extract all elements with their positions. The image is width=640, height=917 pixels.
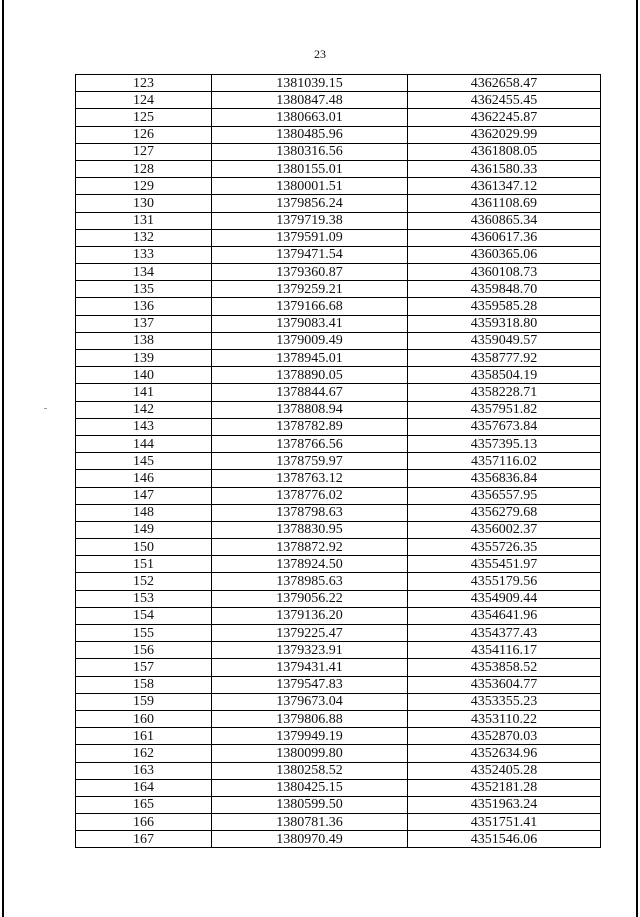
table-row xyxy=(76,831,601,848)
y-coordinate-cell: 4361808.05 xyxy=(408,143,601,160)
x-coordinate-cell: 1380258.52 xyxy=(212,762,408,779)
point-number-cell: 165 xyxy=(76,796,212,813)
table-row xyxy=(76,229,601,246)
x-coordinate-cell: 1380781.36 xyxy=(212,814,408,831)
table-row xyxy=(76,384,601,401)
y-coordinate-cell: 4354116.17 xyxy=(408,642,601,659)
table-row xyxy=(76,745,601,762)
x-coordinate-cell: 1380485.96 xyxy=(212,126,408,143)
table-row xyxy=(76,246,601,263)
y-coordinate-cell: 4361347.12 xyxy=(408,178,601,195)
table-row xyxy=(76,814,601,831)
point-number-cell: 166 xyxy=(76,814,212,831)
table-row xyxy=(76,264,601,281)
table-row xyxy=(76,693,601,710)
table-row xyxy=(76,143,601,160)
table-row xyxy=(76,126,601,143)
table-row xyxy=(76,539,601,556)
point-number-cell: 156 xyxy=(76,642,212,659)
x-coordinate-cell: 1379360.87 xyxy=(212,264,408,281)
table-row xyxy=(76,367,601,384)
y-coordinate-cell: 4357395.13 xyxy=(408,435,601,452)
point-number-cell: 142 xyxy=(76,401,212,418)
x-coordinate-cell: 1380847.48 xyxy=(212,92,408,109)
point-number-cell: 163 xyxy=(76,762,212,779)
point-number-cell: 161 xyxy=(76,728,212,745)
x-coordinate-cell: 1379083.41 xyxy=(212,315,408,332)
point-number-cell: 157 xyxy=(76,659,212,676)
x-coordinate-cell: 1380099.80 xyxy=(212,745,408,762)
y-coordinate-cell: 4356557.95 xyxy=(408,487,601,504)
x-coordinate-cell: 1379591.09 xyxy=(212,229,408,246)
point-number-cell: 148 xyxy=(76,504,212,521)
table-row xyxy=(76,401,601,418)
y-coordinate-cell: 4352181.28 xyxy=(408,779,601,796)
y-coordinate-cell: 4351751.41 xyxy=(408,814,601,831)
x-coordinate-cell: 1380001.51 xyxy=(212,178,408,195)
point-number-cell: 145 xyxy=(76,453,212,470)
y-coordinate-cell: 4357673.84 xyxy=(408,418,601,435)
x-coordinate-cell: 1378890.05 xyxy=(212,367,408,384)
point-number-cell: 125 xyxy=(76,109,212,126)
page-number: 23 xyxy=(314,47,326,61)
y-coordinate-cell: 4353110.22 xyxy=(408,710,601,727)
point-number-cell: 136 xyxy=(76,298,212,315)
table-row xyxy=(76,487,601,504)
table-row xyxy=(76,350,601,367)
x-coordinate-cell: 1379166.68 xyxy=(212,298,408,315)
point-number-cell: 141 xyxy=(76,384,212,401)
table-row xyxy=(76,160,601,177)
x-coordinate-cell: 1380663.01 xyxy=(212,109,408,126)
x-coordinate-cell: 1379056.22 xyxy=(212,590,408,607)
table-row xyxy=(76,75,601,92)
y-coordinate-cell: 4358777.92 xyxy=(408,350,601,367)
y-coordinate-cell: 4360108.73 xyxy=(408,264,601,281)
x-coordinate-cell: 1379949.19 xyxy=(212,728,408,745)
y-coordinate-cell: 4351546.06 xyxy=(408,831,601,848)
point-number-cell: 133 xyxy=(76,246,212,263)
point-number-cell: 137 xyxy=(76,315,212,332)
point-number-cell: 149 xyxy=(76,521,212,538)
point-number-cell: 127 xyxy=(76,143,212,160)
point-number-cell: 123 xyxy=(76,75,212,92)
x-coordinate-cell: 1379136.20 xyxy=(212,607,408,624)
x-coordinate-cell: 1379009.49 xyxy=(212,332,408,349)
point-number-cell: 128 xyxy=(76,160,212,177)
y-coordinate-cell: 4352870.03 xyxy=(408,728,601,745)
table-row xyxy=(76,728,601,745)
point-number-cell: 150 xyxy=(76,539,212,556)
x-coordinate-cell: 1379431.41 xyxy=(212,659,408,676)
table-row xyxy=(76,470,601,487)
x-coordinate-cell: 1381039.15 xyxy=(212,75,408,92)
x-coordinate-cell: 1379856.24 xyxy=(212,195,408,212)
x-coordinate-cell: 1379806.88 xyxy=(212,710,408,727)
x-coordinate-cell: 1379547.83 xyxy=(212,676,408,693)
point-number-cell: 130 xyxy=(76,195,212,212)
table-row xyxy=(76,642,601,659)
y-coordinate-cell: 4358228.71 xyxy=(408,384,601,401)
y-coordinate-cell: 4360365.06 xyxy=(408,246,601,263)
point-number-cell: 139 xyxy=(76,350,212,367)
y-coordinate-cell: 4358504.19 xyxy=(408,367,601,384)
point-number-cell: 160 xyxy=(76,710,212,727)
y-coordinate-cell: 4353355.23 xyxy=(408,693,601,710)
table-row xyxy=(76,779,601,796)
y-coordinate-cell: 4355451.97 xyxy=(408,556,601,573)
x-coordinate-cell: 1378985.63 xyxy=(212,573,408,590)
point-number-cell: 153 xyxy=(76,590,212,607)
x-coordinate-cell: 1380316.56 xyxy=(212,143,408,160)
table-row xyxy=(76,573,601,590)
point-number-cell: 144 xyxy=(76,435,212,452)
x-coordinate-cell: 1380970.49 xyxy=(212,831,408,848)
y-coordinate-cell: 4360617.36 xyxy=(408,229,601,246)
table-row xyxy=(76,298,601,315)
y-coordinate-cell: 4360865.34 xyxy=(408,212,601,229)
table-row xyxy=(76,590,601,607)
table-row xyxy=(76,212,601,229)
x-coordinate-cell: 1378798.63 xyxy=(212,504,408,521)
x-coordinate-cell: 1378844.67 xyxy=(212,384,408,401)
table-row xyxy=(76,504,601,521)
table-row xyxy=(76,92,601,109)
y-coordinate-cell: 4362658.47 xyxy=(408,75,601,92)
y-coordinate-cell: 4357951.82 xyxy=(408,401,601,418)
table-row xyxy=(76,762,601,779)
table-row xyxy=(76,281,601,298)
x-coordinate-cell: 1378763.12 xyxy=(212,470,408,487)
table-row xyxy=(76,625,601,642)
y-coordinate-cell: 4359318.80 xyxy=(408,315,601,332)
y-coordinate-cell: 4362455.45 xyxy=(408,92,601,109)
point-number-cell: 155 xyxy=(76,625,212,642)
table-row xyxy=(76,521,601,538)
point-number-cell: 140 xyxy=(76,367,212,384)
point-number-cell: 131 xyxy=(76,212,212,229)
x-coordinate-cell: 1378759.97 xyxy=(212,453,408,470)
point-number-cell: 132 xyxy=(76,229,212,246)
y-coordinate-cell: 4352634.96 xyxy=(408,745,601,762)
y-coordinate-cell: 4361108.69 xyxy=(408,195,601,212)
y-coordinate-cell: 4362029.99 xyxy=(408,126,601,143)
point-number-cell: 159 xyxy=(76,693,212,710)
x-coordinate-cell: 1378830.95 xyxy=(212,521,408,538)
x-coordinate-cell: 1380155.01 xyxy=(212,160,408,177)
x-coordinate-cell: 1378808.94 xyxy=(212,401,408,418)
point-number-cell: 129 xyxy=(76,178,212,195)
y-coordinate-cell: 4359848.70 xyxy=(408,281,601,298)
x-coordinate-cell: 1380425.15 xyxy=(212,779,408,796)
y-coordinate-cell: 4361580.33 xyxy=(408,160,601,177)
x-coordinate-cell: 1379259.21 xyxy=(212,281,408,298)
y-coordinate-cell: 4352405.28 xyxy=(408,762,601,779)
y-coordinate-cell: 4356002.37 xyxy=(408,521,601,538)
y-coordinate-cell: 4354641.96 xyxy=(408,607,601,624)
x-coordinate-cell: 1380599.50 xyxy=(212,796,408,813)
point-number-cell: 135 xyxy=(76,281,212,298)
y-coordinate-cell: 4353858.52 xyxy=(408,659,601,676)
y-coordinate-cell: 4359049.57 xyxy=(408,332,601,349)
point-number-cell: 143 xyxy=(76,418,212,435)
x-coordinate-cell: 1378924.50 xyxy=(212,556,408,573)
table-row xyxy=(76,435,601,452)
table-row xyxy=(76,109,601,126)
table-row xyxy=(76,676,601,693)
point-number-cell: 152 xyxy=(76,573,212,590)
point-number-cell: 154 xyxy=(76,607,212,624)
y-coordinate-cell: 4355726.35 xyxy=(408,539,601,556)
y-coordinate-cell: 4354377.43 xyxy=(408,625,601,642)
table-row xyxy=(76,332,601,349)
coordinates-table xyxy=(75,74,601,848)
y-coordinate-cell: 4351963.24 xyxy=(408,796,601,813)
x-coordinate-cell: 1379225.47 xyxy=(212,625,408,642)
y-coordinate-cell: 4354909.44 xyxy=(408,590,601,607)
scan-mark xyxy=(44,408,47,409)
point-number-cell: 158 xyxy=(76,676,212,693)
table-row xyxy=(76,796,601,813)
y-coordinate-cell: 4362245.87 xyxy=(408,109,601,126)
point-number-cell: 138 xyxy=(76,332,212,349)
x-coordinate-cell: 1379471.54 xyxy=(212,246,408,263)
point-number-cell: 164 xyxy=(76,779,212,796)
table-row xyxy=(76,418,601,435)
y-coordinate-cell: 4359585.28 xyxy=(408,298,601,315)
y-coordinate-cell: 4355179.56 xyxy=(408,573,601,590)
y-coordinate-cell: 4357116.02 xyxy=(408,453,601,470)
point-number-cell: 162 xyxy=(76,745,212,762)
table-row xyxy=(76,710,601,727)
table-row xyxy=(76,556,601,573)
point-number-cell: 124 xyxy=(76,92,212,109)
table-row xyxy=(76,659,601,676)
y-coordinate-cell: 4356279.68 xyxy=(408,504,601,521)
x-coordinate-cell: 1378872.92 xyxy=(212,539,408,556)
table-row xyxy=(76,453,601,470)
point-number-cell: 147 xyxy=(76,487,212,504)
point-number-cell: 126 xyxy=(76,126,212,143)
x-coordinate-cell: 1378766.56 xyxy=(212,435,408,452)
y-coordinate-cell: 4353604.77 xyxy=(408,676,601,693)
x-coordinate-cell: 1378945.01 xyxy=(212,350,408,367)
x-coordinate-cell: 1379673.04 xyxy=(212,693,408,710)
x-coordinate-cell: 1378782.89 xyxy=(212,418,408,435)
table-row xyxy=(76,607,601,624)
table-row xyxy=(76,315,601,332)
x-coordinate-cell: 1379719.38 xyxy=(212,212,408,229)
point-number-cell: 167 xyxy=(76,831,212,848)
x-coordinate-cell: 1379323.91 xyxy=(212,642,408,659)
table-row xyxy=(76,178,601,195)
y-coordinate-cell: 4356836.84 xyxy=(408,470,601,487)
x-coordinate-cell: 1378776.02 xyxy=(212,487,408,504)
point-number-cell: 134 xyxy=(76,264,212,281)
point-number-cell: 151 xyxy=(76,556,212,573)
table-row xyxy=(76,195,601,212)
coordinates-table-body xyxy=(76,75,601,848)
point-number-cell: 146 xyxy=(76,470,212,487)
